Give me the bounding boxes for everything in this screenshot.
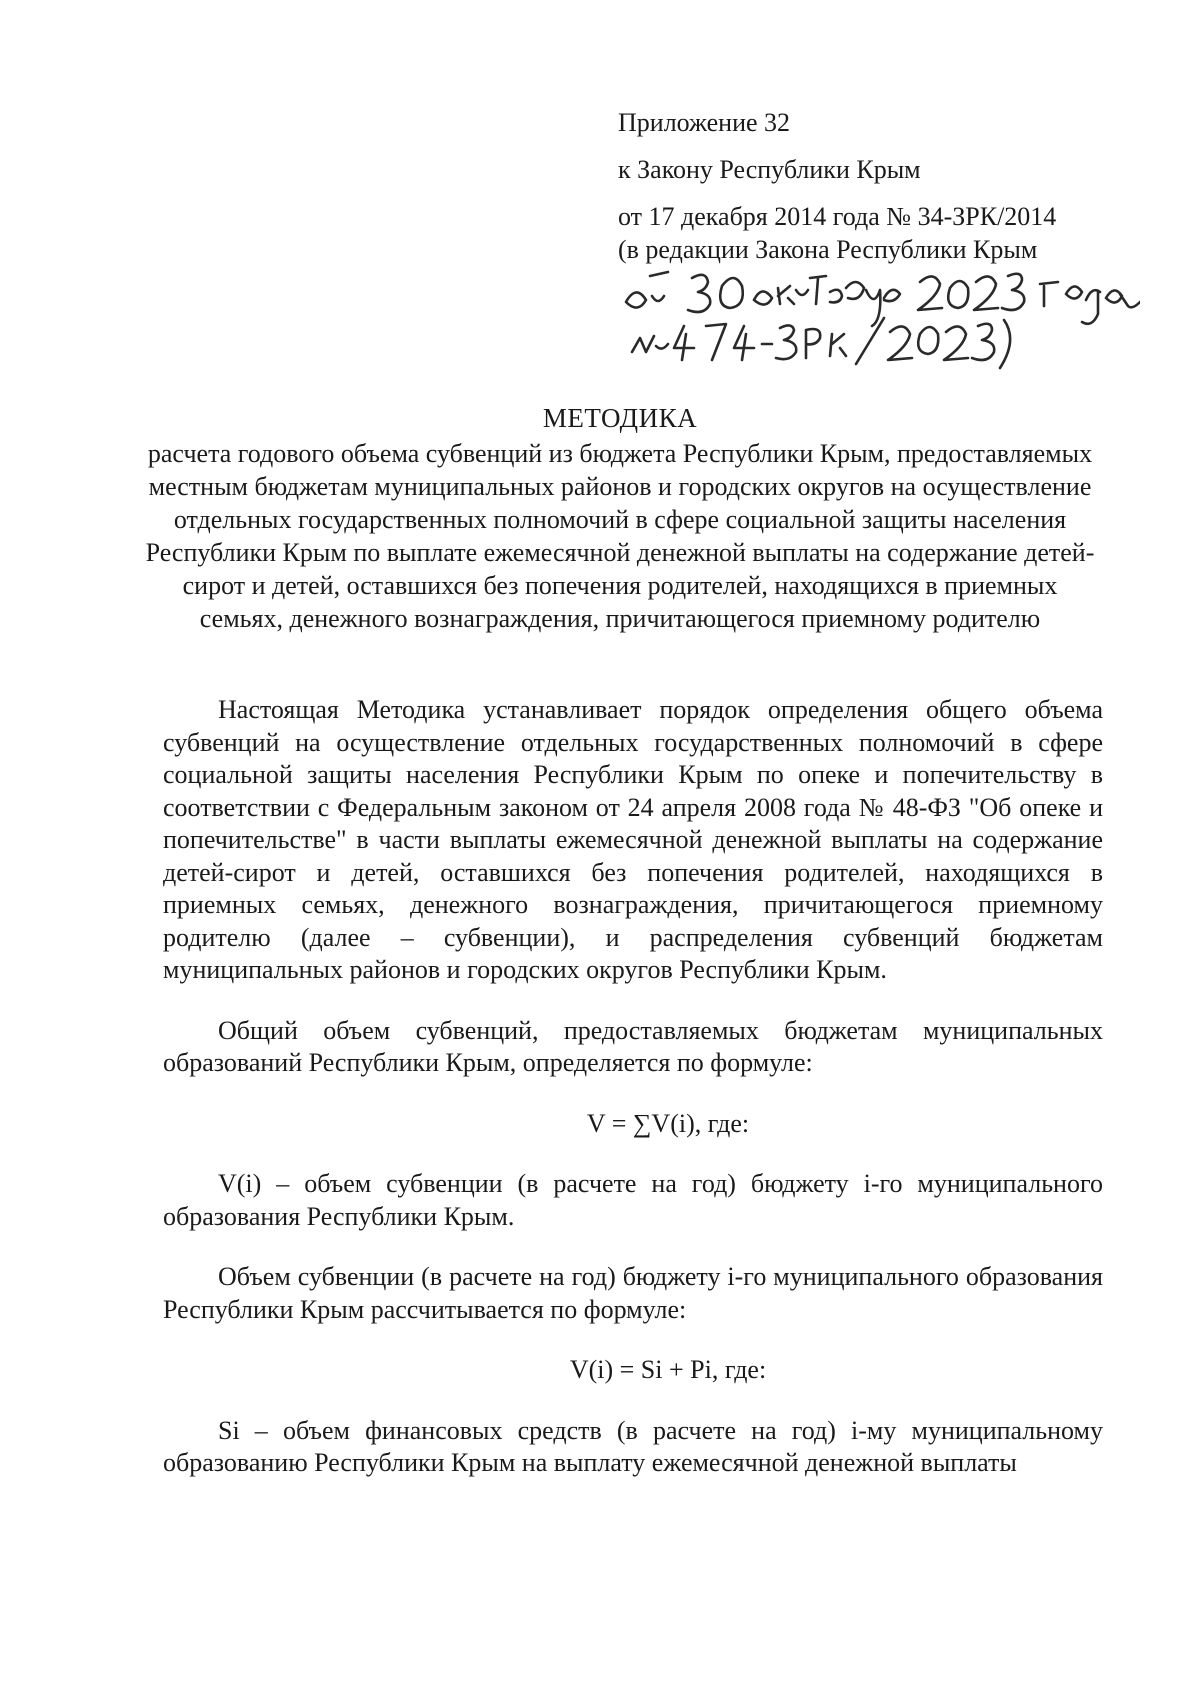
edition-note: (в редакции Закона Республики Крым — [618, 235, 1038, 264]
document-body — [163, 694, 1103, 1508]
law-date: от 17 декабря 2014 года № 34-ЗРК/2014 — [618, 202, 1057, 231]
document-title: МЕТОДИКА — [542, 403, 698, 433]
law-reference: к Закону Республики Крым — [618, 155, 921, 184]
handwritten-annotation — [620, 268, 1140, 378]
paragraph-vi-definition: V(i) – объем субвенции (в расчете на год) бюджету i-го муниципального образования Республики Крым. — [163, 1169, 1103, 1231]
formula-vi: V(i) = Si + Pi, где: — [569, 1355, 767, 1384]
formula-total: V = ∑V(i), где: — [586, 1108, 750, 1138]
paragraph-total-volume: Общий объем субвенций, предоставляемых бюджетам муниципальных образований Республики Крым, определяется по формуле: — [163, 1015, 1103, 1077]
paragraph-vi-formula-intro: Объем субвенции (в расчете на год) бюджету i-го муниципального образования Республики Крым рассчитывается по формуле: — [163, 1262, 1103, 1324]
document-title-block — [140, 402, 1100, 635]
document-subtitle: расчета годового объема субвенций из бюджета Республики Крым, предоставляемых местным бюджетам муниципальных районов и городских округов на осуществление отдельных государственных полномочий в сфере социальной защиты населения Республики Крым по выплате ежемесячной денежной выплаты на содержание детей-сирот и детей, оставшихся без попечения родителей, находящихся в приемных семьях, денежного вознаграждения, причитающегося приемному родителю — [145, 439, 1095, 633]
appendix-header — [618, 106, 1138, 266]
paragraph-si-definition: Si – объем финансовых средств (в расчете на год) i-му муниципальному образованию Республики Крым на выплату ежемесячной денежной выплаты — [163, 1415, 1103, 1477]
paragraph-scope: Настоящая Методика устанавливает порядок определения общего объема субвенций на осуществление отдельных государственных полномочий в сфере социальной защиты населения Республики Крым по опеке и попечительству в соответствии с Федеральным законом от 24 апреля 2008 года № 48-ФЗ "Об опеке и попечительстве" в части выплаты ежемесячной денежной выплаты на содержание детей-сирот и детей, оставшихся без попечения родителей, находящихся в приемных семьях, денежного вознаграждения, причитающегося приемному родителю (далее – субвенции), и распределения субвенций бюджетам муниципальных районов и городских округов Республики Крым. — [163, 695, 1103, 984]
appendix-number: Приложение 32 — [618, 108, 791, 137]
